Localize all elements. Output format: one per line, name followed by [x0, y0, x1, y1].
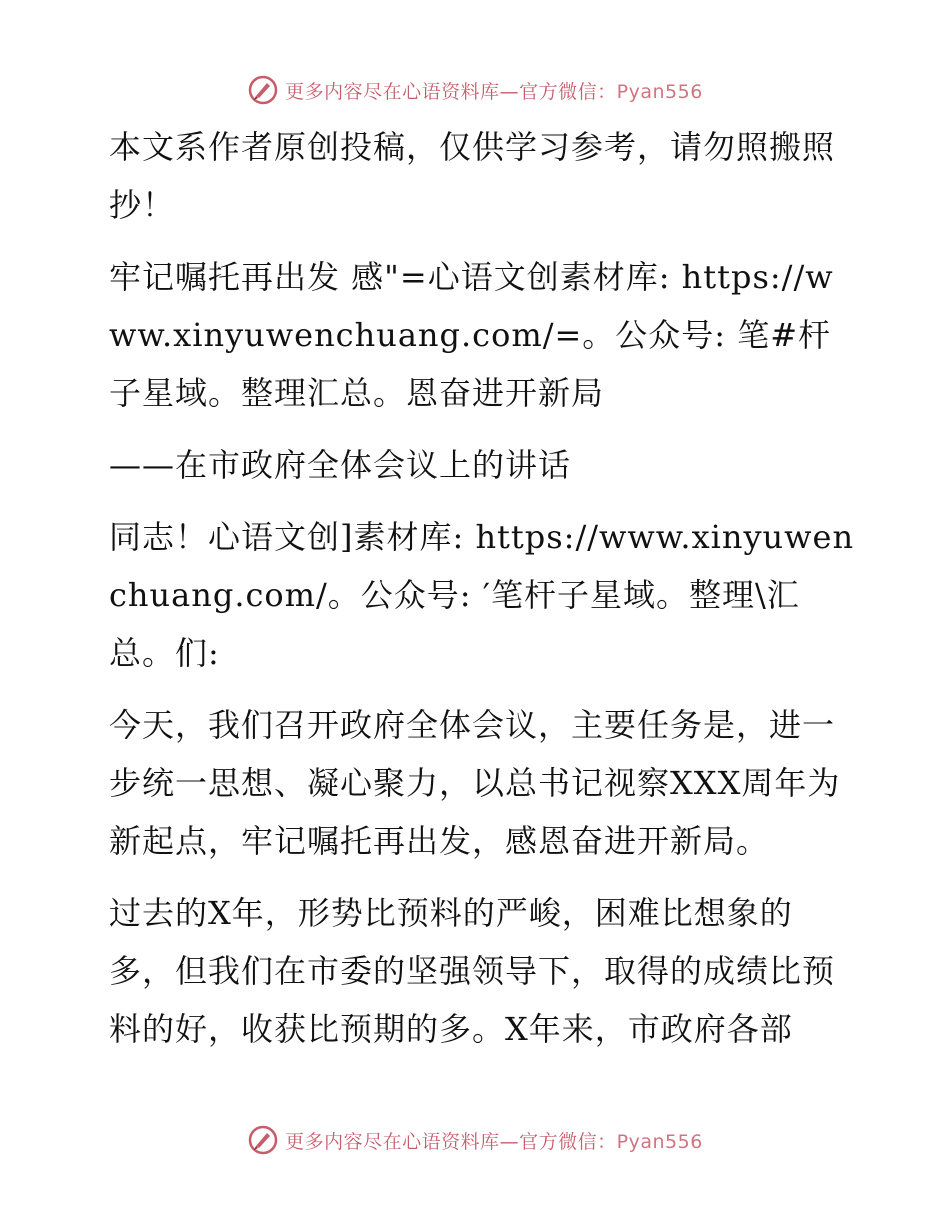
header-banner-text: 更多内容尽在心语资料库—官方微信：Pyan556	[285, 80, 703, 103]
quill-logo-icon	[247, 74, 279, 106]
footer-banner	[0, 1120, 950, 1160]
header-banner	[0, 70, 950, 110]
paragraph-salutation: 同志！心语文创]素材库: https://www.xinyuwenchuang.com/。公众号: ′笔杆子星域。整理\汇总。们:	[109, 518, 855, 672]
paragraph-subtitle: ——在市政府全体会议上的讲话	[109, 446, 572, 484]
paragraph-title: 牢记嘱托再出发 感"=心语文创素材库: https://www.xinyuwenchuang.com/=。公众号: 笔#杆子星域。整理汇总。恩奋进开新局	[109, 258, 834, 412]
header-wechat-id: Pyan556	[616, 80, 703, 103]
footer-wechat-id: Pyan556	[616, 1130, 703, 1153]
paragraph-disclaimer: 本文系作者原创投稿，仅供学习参考，请勿照搬照抄！	[109, 128, 836, 224]
document-body	[97, 118, 857, 1072]
footer-banner-text: 更多内容尽在心语资料库—官方微信：Pyan556	[285, 1130, 703, 1153]
quill-logo-icon	[247, 1124, 279, 1156]
paragraph-body-1: 今天，我们召开政府全体会议，主要任务是，进一步统一思想、凝心聚力，以总书记视察XXX周年为新起点，牢记嘱托再出发，感恩奋进开新局。	[109, 706, 841, 860]
paragraph-body-2: 过去的X年，形势比预料的严峻，困难比想象的多，但我们在市委的坚强领导下，取得的成绩比预料的好，收获比预期的多。X年来，市政府各部	[109, 894, 836, 1048]
